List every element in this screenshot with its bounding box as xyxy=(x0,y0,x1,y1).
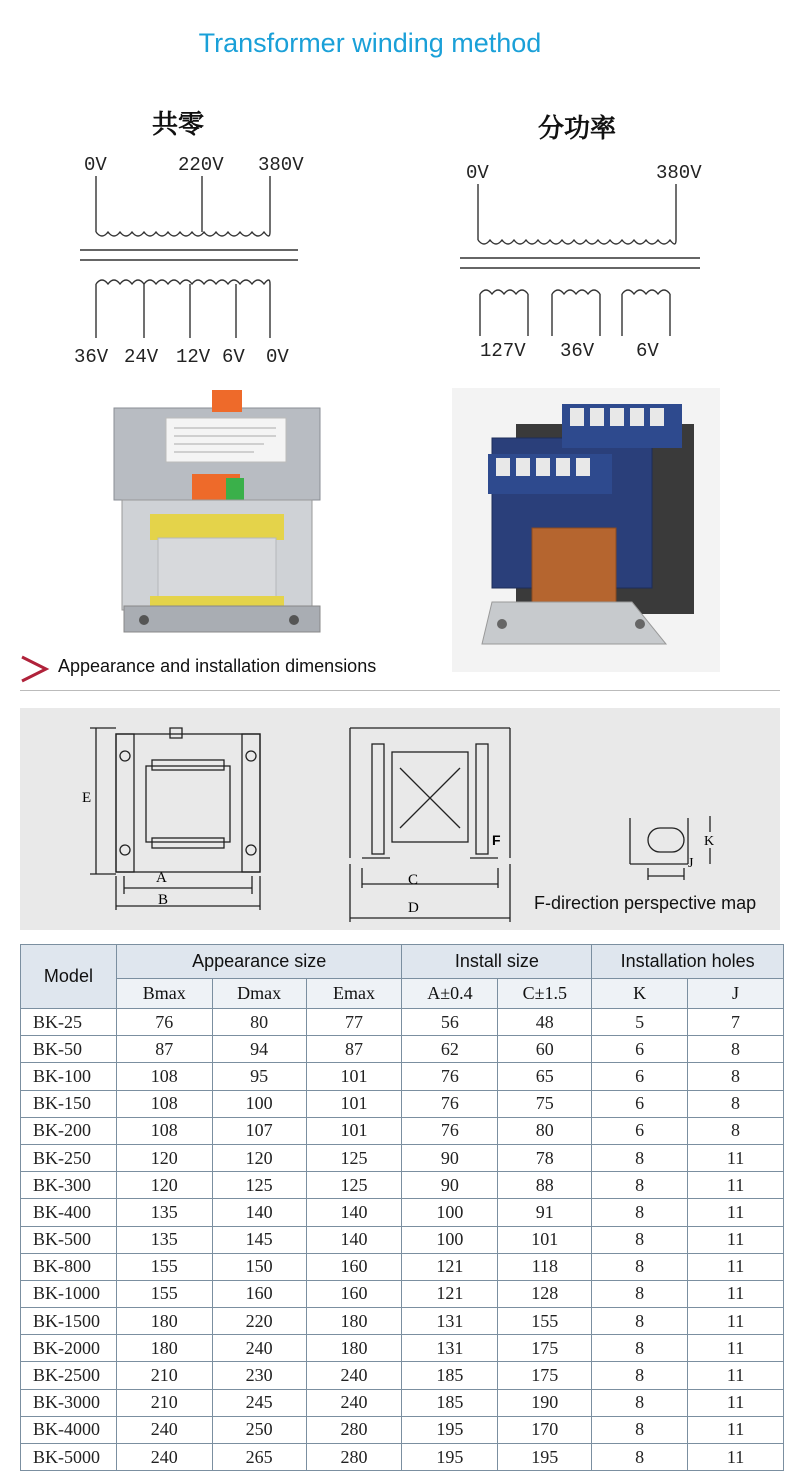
model-cell: BK-500 xyxy=(21,1226,117,1253)
dim-label-j: J xyxy=(688,856,694,871)
common-zero-heading: 共零 xyxy=(152,110,205,140)
installation-holes-header: Installation holes xyxy=(592,945,784,979)
right-primary-label-380v: 380V xyxy=(656,162,702,184)
split-power-heading: 分功率 xyxy=(538,114,617,144)
table-cell: 65 xyxy=(498,1063,592,1090)
table-cell: 230 xyxy=(212,1362,306,1389)
table-cell: 60 xyxy=(498,1036,592,1063)
right-secondary-label-127v: 127V xyxy=(480,340,526,362)
table-cell: 6 xyxy=(592,1063,688,1090)
table-cell: 6 xyxy=(592,1090,688,1117)
table-cell: 11 xyxy=(688,1416,784,1443)
dmax-header: Dmax xyxy=(212,979,306,1009)
table-cell: 6 xyxy=(592,1036,688,1063)
table-cell: 11 xyxy=(688,1362,784,1389)
table-cell: 5 xyxy=(592,1009,688,1036)
table-cell: 80 xyxy=(212,1009,306,1036)
table-cell: 100 xyxy=(212,1090,306,1117)
table-cell: 11 xyxy=(688,1172,784,1199)
table-cell: 11 xyxy=(688,1199,784,1226)
table-row xyxy=(21,1063,784,1090)
table-row xyxy=(21,1308,784,1335)
table-row xyxy=(21,1362,784,1389)
bmax-header: Bmax xyxy=(116,979,212,1009)
model-cell: BK-250 xyxy=(21,1144,117,1171)
section-heading: Appearance and installation dimensions xyxy=(58,656,377,676)
f-direction-caption: F-direction perspective map xyxy=(534,893,757,913)
chevron-right-icon xyxy=(20,655,50,683)
table-row xyxy=(21,1009,784,1036)
table-cell: 155 xyxy=(498,1308,592,1335)
table-cell: 245 xyxy=(212,1389,306,1416)
table-cell: 8 xyxy=(592,1144,688,1171)
left-primary-label-220v: 220V xyxy=(178,154,224,176)
table-cell: 180 xyxy=(116,1335,212,1362)
table-cell: 140 xyxy=(306,1226,402,1253)
left-secondary-label-36v: 36V xyxy=(74,346,109,368)
left-primary-label-380v: 380V xyxy=(258,154,304,176)
table-row xyxy=(21,1253,784,1280)
emax-header: Emax xyxy=(306,979,402,1009)
table-cell: 7 xyxy=(688,1009,784,1036)
table-cell: 11 xyxy=(688,1444,784,1471)
table-cell: 11 xyxy=(688,1308,784,1335)
table-cell: 195 xyxy=(498,1444,592,1471)
table-cell: 78 xyxy=(498,1144,592,1171)
appearance-size-header: Appearance size xyxy=(116,945,402,979)
table-cell: 90 xyxy=(402,1144,498,1171)
table-cell: 280 xyxy=(306,1444,402,1471)
table-cell: 160 xyxy=(212,1280,306,1307)
table-cell: 101 xyxy=(498,1226,592,1253)
table-row xyxy=(21,1226,784,1253)
table-cell: 8 xyxy=(688,1036,784,1063)
table-cell: 140 xyxy=(212,1199,306,1226)
model-cell: BK-2000 xyxy=(21,1335,117,1362)
dim-label-k: K xyxy=(704,834,715,849)
table-cell: 62 xyxy=(402,1036,498,1063)
model-cell: BK-5000 xyxy=(21,1444,117,1471)
table-cell: 280 xyxy=(306,1416,402,1443)
model-cell: BK-150 xyxy=(21,1090,117,1117)
table-cell: 56 xyxy=(402,1009,498,1036)
table-cell: 80 xyxy=(498,1117,592,1144)
table-cell: 8 xyxy=(592,1253,688,1280)
table-cell: 150 xyxy=(212,1253,306,1280)
table-cell: 11 xyxy=(688,1226,784,1253)
table-cell: 180 xyxy=(306,1308,402,1335)
table-cell: 11 xyxy=(688,1253,784,1280)
table-cell: 265 xyxy=(212,1444,306,1471)
model-cell: BK-50 xyxy=(21,1036,117,1063)
left-secondary-label-0v: 0V xyxy=(266,346,289,368)
table-cell: 87 xyxy=(306,1036,402,1063)
table-cell: 185 xyxy=(402,1389,498,1416)
table-cell: 8 xyxy=(592,1199,688,1226)
table-cell: 8 xyxy=(592,1226,688,1253)
table-cell: 121 xyxy=(402,1253,498,1280)
table-cell: 11 xyxy=(688,1280,784,1307)
table-row xyxy=(21,1389,784,1416)
table-cell: 131 xyxy=(402,1308,498,1335)
table-row xyxy=(21,1444,784,1471)
model-header: Model xyxy=(21,945,117,1009)
table-cell: 175 xyxy=(498,1362,592,1389)
table-cell: 8 xyxy=(592,1444,688,1471)
table-cell: 95 xyxy=(212,1063,306,1090)
dim-label-e: E xyxy=(82,790,92,806)
model-cell: BK-100 xyxy=(21,1063,117,1090)
page-title: Transformer winding method xyxy=(198,28,542,58)
model-cell: BK-1500 xyxy=(21,1308,117,1335)
table-cell: 240 xyxy=(212,1335,306,1362)
table-cell: 160 xyxy=(306,1253,402,1280)
dim-label-c: C xyxy=(408,872,419,888)
spec-table xyxy=(20,944,784,1471)
table-row xyxy=(21,1036,784,1063)
table-cell: 160 xyxy=(306,1280,402,1307)
left-secondary-label-12v: 12V xyxy=(176,346,211,368)
model-cell: BK-200 xyxy=(21,1117,117,1144)
model-cell: BK-2500 xyxy=(21,1362,117,1389)
table-cell: 11 xyxy=(688,1389,784,1416)
table-cell: 131 xyxy=(402,1335,498,1362)
table-cell: 108 xyxy=(116,1063,212,1090)
table-cell: 87 xyxy=(116,1036,212,1063)
table-cell: 11 xyxy=(688,1335,784,1362)
table-cell: 128 xyxy=(498,1280,592,1307)
table-cell: 76 xyxy=(402,1063,498,1090)
c-tolerance-header: C±1.5 xyxy=(498,979,592,1009)
table-cell: 8 xyxy=(592,1389,688,1416)
dim-label-a: A xyxy=(156,870,167,886)
section-divider xyxy=(20,690,780,691)
table-cell: 121 xyxy=(402,1280,498,1307)
left-secondary-label-24v: 24V xyxy=(124,346,159,368)
table-cell: 94 xyxy=(212,1036,306,1063)
table-row xyxy=(21,1172,784,1199)
right-secondary-label-36v: 36V xyxy=(560,340,595,362)
blue-bobbin-transformer-photo xyxy=(452,388,720,672)
table-cell: 8 xyxy=(592,1308,688,1335)
table-cell: 100 xyxy=(402,1199,498,1226)
table-cell: 8 xyxy=(592,1172,688,1199)
left-secondary-label-6v: 6V xyxy=(222,346,245,368)
table-cell: 210 xyxy=(116,1389,212,1416)
table-cell: 180 xyxy=(306,1335,402,1362)
model-cell: BK-1000 xyxy=(21,1280,117,1307)
table-cell: 90 xyxy=(402,1172,498,1199)
table-cell: 220 xyxy=(212,1308,306,1335)
table-cell: 6 xyxy=(592,1117,688,1144)
dim-label-b: B xyxy=(158,892,169,908)
table-row xyxy=(21,1090,784,1117)
dim-label-d: D xyxy=(408,900,419,916)
table-cell: 170 xyxy=(498,1416,592,1443)
model-cell: BK-800 xyxy=(21,1253,117,1280)
table-cell: 125 xyxy=(212,1172,306,1199)
k-header: K xyxy=(592,979,688,1009)
common-zero-winding-diagram xyxy=(70,176,310,346)
table-cell: 77 xyxy=(306,1009,402,1036)
table-cell: 190 xyxy=(498,1389,592,1416)
table-row xyxy=(21,1199,784,1226)
table-cell: 155 xyxy=(116,1280,212,1307)
table-cell: 185 xyxy=(402,1362,498,1389)
install-size-header: Install size xyxy=(402,945,592,979)
table-cell: 101 xyxy=(306,1063,402,1090)
table-cell: 195 xyxy=(402,1416,498,1443)
table-cell: 118 xyxy=(498,1253,592,1280)
table-cell: 120 xyxy=(116,1144,212,1171)
table-cell: 101 xyxy=(306,1090,402,1117)
j-header: J xyxy=(688,979,784,1009)
model-cell: BK-300 xyxy=(21,1172,117,1199)
table-cell: 240 xyxy=(116,1444,212,1471)
model-cell: BK-400 xyxy=(21,1199,117,1226)
table-cell: 8 xyxy=(592,1416,688,1443)
table-cell: 145 xyxy=(212,1226,306,1253)
table-cell: 155 xyxy=(116,1253,212,1280)
open-frame-transformer-photo xyxy=(104,388,330,638)
table-cell: 101 xyxy=(306,1117,402,1144)
table-cell: 8 xyxy=(688,1090,784,1117)
table-cell: 88 xyxy=(498,1172,592,1199)
table-cell: 76 xyxy=(402,1090,498,1117)
table-cell: 76 xyxy=(116,1009,212,1036)
table-cell: 120 xyxy=(212,1144,306,1171)
table-row xyxy=(21,1144,784,1171)
table-cell: 120 xyxy=(116,1172,212,1199)
table-cell: 8 xyxy=(592,1362,688,1389)
table-cell: 8 xyxy=(688,1063,784,1090)
split-power-winding-diagram xyxy=(456,184,706,344)
table-cell: 210 xyxy=(116,1362,212,1389)
table-cell: 240 xyxy=(306,1362,402,1389)
table-cell: 107 xyxy=(212,1117,306,1144)
table-cell: 195 xyxy=(402,1444,498,1471)
table-cell: 48 xyxy=(498,1009,592,1036)
table-cell: 135 xyxy=(116,1199,212,1226)
left-primary-label-0v: 0V xyxy=(84,154,107,176)
table-cell: 240 xyxy=(306,1389,402,1416)
right-primary-label-0v: 0V xyxy=(466,162,489,184)
table-row xyxy=(21,1117,784,1144)
model-cell: BK-3000 xyxy=(21,1389,117,1416)
model-cell: BK-4000 xyxy=(21,1416,117,1443)
table-row xyxy=(21,1335,784,1362)
table-cell: 135 xyxy=(116,1226,212,1253)
right-secondary-label-6v: 6V xyxy=(636,340,659,362)
table-cell: 125 xyxy=(306,1144,402,1171)
a-tolerance-header: A±0.4 xyxy=(402,979,498,1009)
table-cell: 175 xyxy=(498,1335,592,1362)
model-cell: BK-25 xyxy=(21,1009,117,1036)
table-cell: 8 xyxy=(688,1117,784,1144)
table-cell: 250 xyxy=(212,1416,306,1443)
table-cell: 100 xyxy=(402,1226,498,1253)
table-cell: 125 xyxy=(306,1172,402,1199)
table-cell: 8 xyxy=(592,1335,688,1362)
table-cell: 108 xyxy=(116,1090,212,1117)
table-row xyxy=(21,1280,784,1307)
dim-label-f: F xyxy=(492,832,501,848)
table-cell: 11 xyxy=(688,1144,784,1171)
table-cell: 180 xyxy=(116,1308,212,1335)
table-cell: 75 xyxy=(498,1090,592,1117)
table-cell: 140 xyxy=(306,1199,402,1226)
table-cell: 240 xyxy=(116,1416,212,1443)
table-row xyxy=(21,1416,784,1443)
table-cell: 76 xyxy=(402,1117,498,1144)
table-cell: 91 xyxy=(498,1199,592,1226)
table-cell: 108 xyxy=(116,1117,212,1144)
table-cell: 8 xyxy=(592,1280,688,1307)
